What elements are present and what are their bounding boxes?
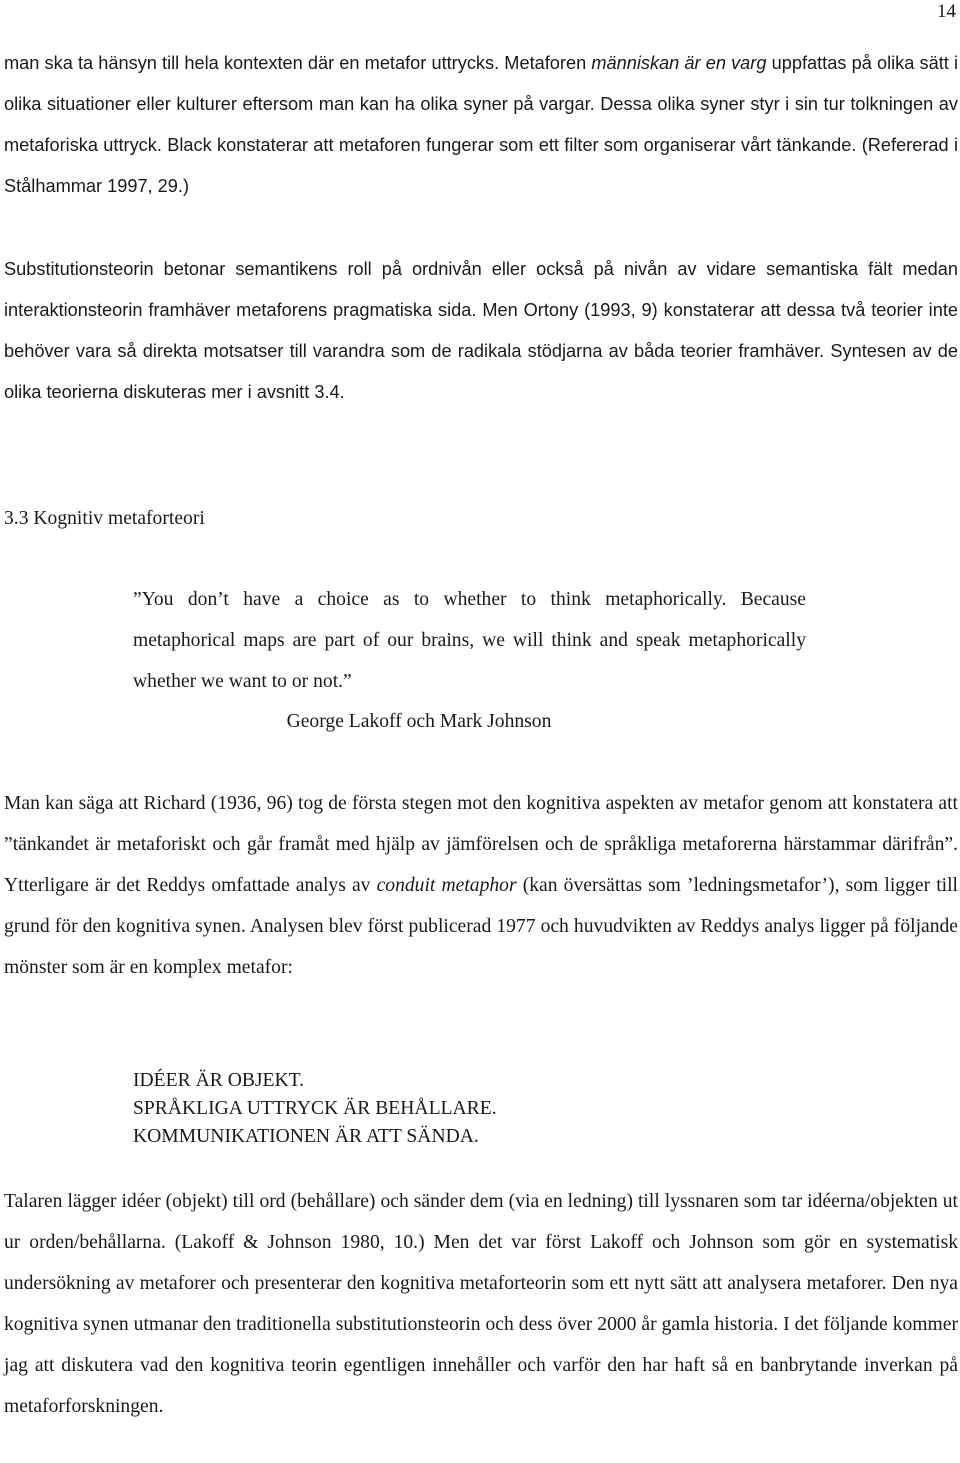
paragraph-lakoff-johnson: Talaren lägger idéer (objekt) till ord (behållare) och sänder dem (via en ledning) till lyssnaren som tar idéerna/objekten ut ur orden/behållarna. (Lakoff & Johnson 1980, 10.) Men det var först Lakoff och Johnson som gör en systematisk undersökning av metaforer och presenterar den kognitiva metaforteorin som ett nytt sätt att analysera metaforer. Den nya kognitiva synen utmanar den traditionella substitutionsteorin och dess över 2000 år gamla historia. I det följande kommer jag att diskutera vad den kognitiva teorin egentligen innehåller och varför den har haft så en banbrytande inverkan på metaforforskningen. <box>4 1191 958 1417</box>
paragraph-1-italic-phrase: människan är en varg <box>591 53 767 73</box>
section-heading: 3.3 Kognitiv metaforteori <box>4 508 205 529</box>
block-quote: ”You don’t have a choice as to whether to think metaphorically. Because metaphorical maps are part of our brains, we will think and speak metaphorically whether we want to or not.” <box>133 589 806 692</box>
paragraph-1-text-a: man ska ta hänsyn till hela kontexten där en metafor uttrycks. Metaforen <box>4 53 592 73</box>
paragraph-3-italic-phrase: conduit metaphor <box>376 875 517 896</box>
quote-attribution: George Lakoff och Mark Johnson <box>286 711 552 732</box>
paragraph-3-text-a: Man kan säga att Richard (1936, 96) tog de första stegen mot den kognitiva aspekten av metafor genom att konstatera att ”tänkandet är metaforiskt och går framåt med hjälp av jämförelsen och de språkliga metaforerna härstammar därifrån”. Ytterligare är det Reddys omfattade analys av <box>4 793 958 896</box>
metaphor-list-item: SPRÅKLIGA UTTRYCK ÄR BEHÅLLARE. <box>133 1098 497 1119</box>
paragraph-3-text-b: (kan översättas som ’ledningsmetafor’), som ligger till grund för den kognitiva synen. Analysen blev först publicerad 1977 och huvudvikten av Reddys analys ligger på följande mönster som är en komplex metafor: <box>4 875 958 978</box>
metaphor-list-item: KOMMUNIKATIONEN ÄR ATT SÄNDA. <box>133 1126 479 1147</box>
paragraph-1-text-b: uppfattas på olika sätt i olika situationer eller kulturer eftersom man kan ha olika syner på vargar. Dessa olika syner styr i sin tur tolkningen av metaforiska uttryck. Black konstaterar att metaforen fungerar som ett filter som organiserar vårt tänkande. (Refererad i Stålhammar 1997, 29.) <box>4 53 958 196</box>
paragraph-reddy-conduit-metaphor <box>4 783 958 988</box>
metaphor-list-item: IDÉER ÄR OBJEKT. <box>133 1070 305 1091</box>
metaphor-list <box>133 1067 497 1151</box>
paragraph-black-filter-theory <box>4 43 958 207</box>
paragraph-substitution-vs-interaction: Substitutionsteorin betonar semantikens roll på ordnivån eller också på nivån av vidare semantiska fält medan interaktionsteorin framhäver metaforens pragmatiska sida. Men Ortony (1993, 9) konstaterar att dessa två teorier inte behöver vara så direkta motsatser till varandra som de radikala stödjarna av båda teorier framhäver. Syntesen av de olika teorierna diskuteras mer i avsnitt 3.4. <box>4 259 958 402</box>
page-number: 14 <box>937 1 956 22</box>
